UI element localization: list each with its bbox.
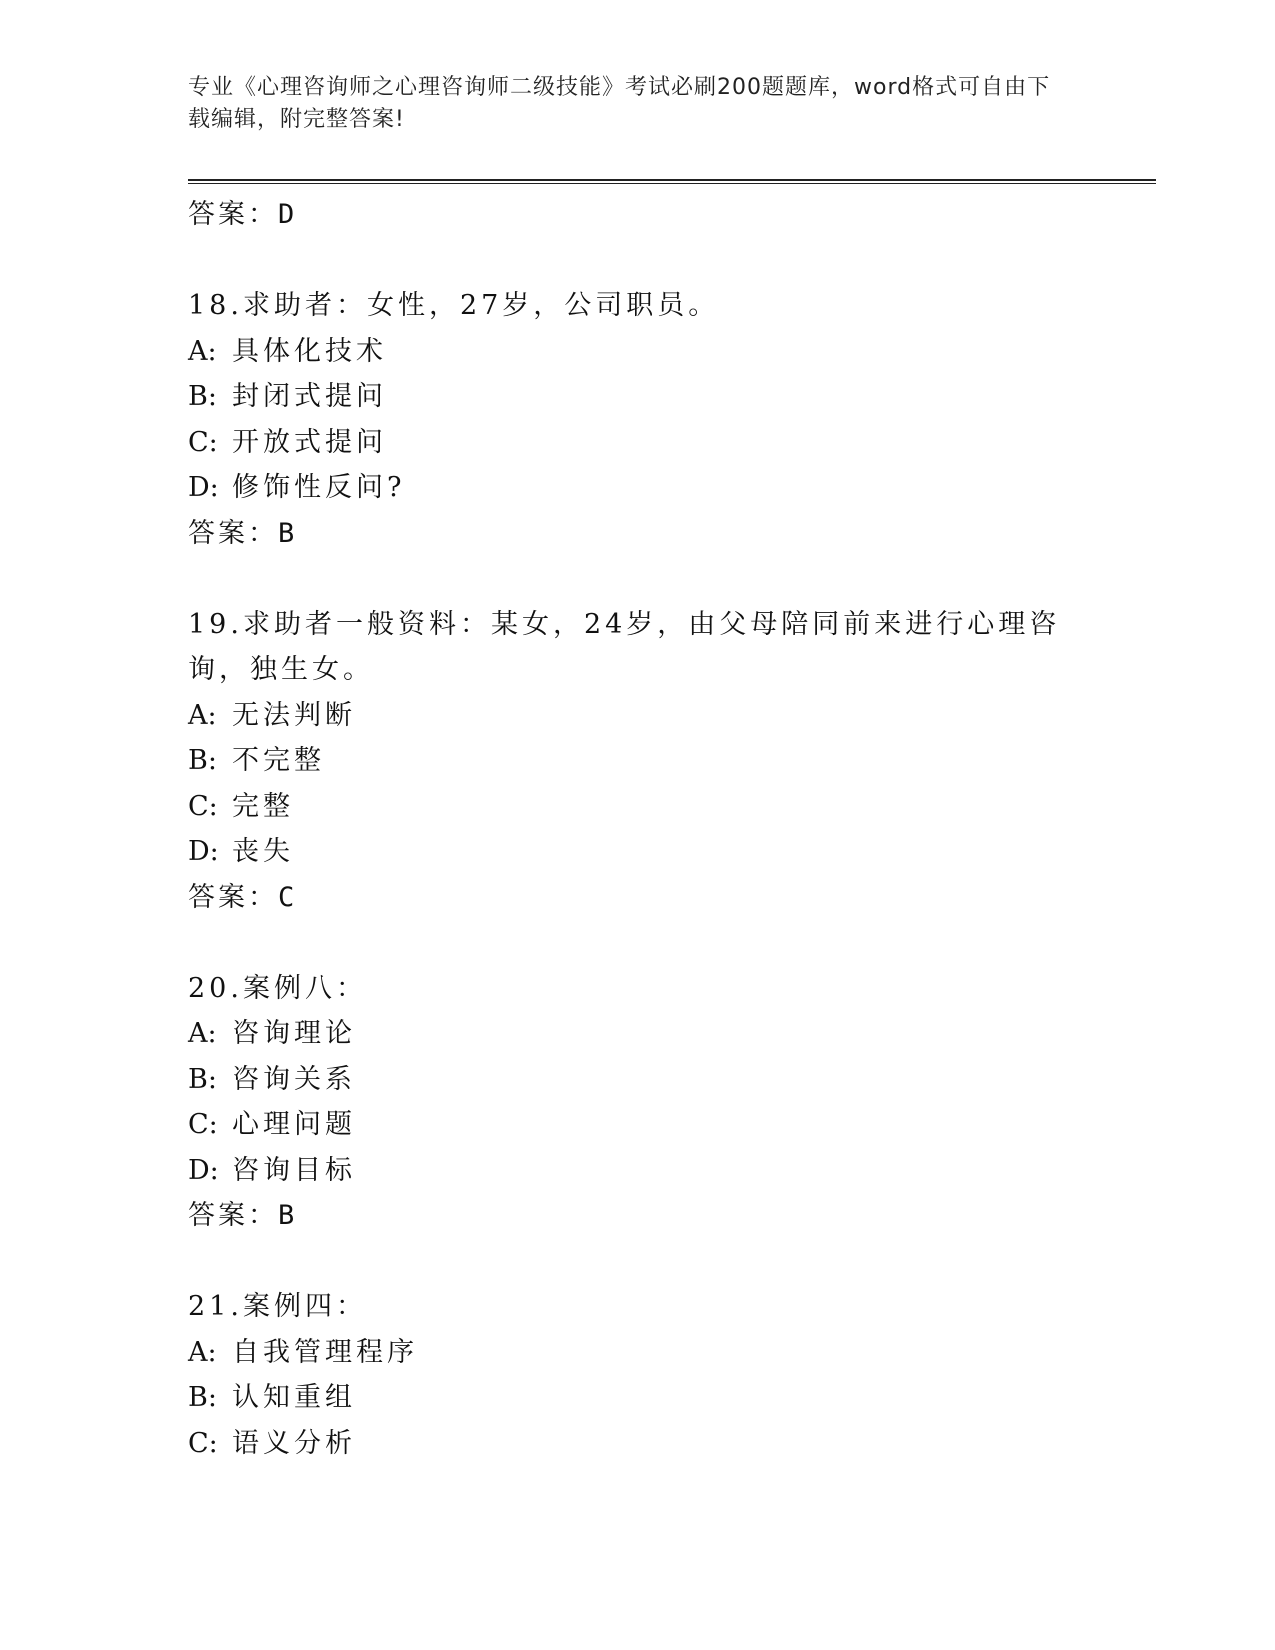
answer-value: D bbox=[278, 199, 296, 230]
option-line bbox=[188, 1421, 1108, 1467]
option-text: 咨询目标 bbox=[232, 1154, 356, 1186]
answer-label: 答案： bbox=[188, 517, 278, 549]
answer-value: C bbox=[278, 881, 296, 913]
answer-value: B bbox=[278, 1200, 296, 1231]
option-key: D: bbox=[188, 836, 219, 867]
question-text bbox=[188, 966, 1108, 1012]
question-stem: 案例八： bbox=[242, 972, 367, 1004]
option-line bbox=[188, 1102, 1108, 1148]
option-key: B: bbox=[188, 1063, 217, 1095]
option-key: C: bbox=[188, 426, 218, 458]
spacer bbox=[188, 1239, 1108, 1285]
option-key: C: bbox=[188, 1427, 218, 1459]
option-text: 具体化技术 bbox=[232, 335, 387, 367]
option-text: 不完整 bbox=[232, 745, 325, 776]
option-text: 自我管理程序 bbox=[232, 1336, 418, 1368]
option-text: 认知重组 bbox=[232, 1382, 356, 1413]
option-line bbox=[188, 374, 1108, 420]
option-text: 心理问题 bbox=[232, 1109, 356, 1140]
option-text: 完整 bbox=[232, 790, 294, 822]
option-key: A: bbox=[188, 699, 217, 731]
option-line bbox=[188, 1148, 1108, 1194]
option-line bbox=[188, 1057, 1108, 1103]
option-text: 开放式提问 bbox=[232, 426, 387, 458]
option-key: A: bbox=[188, 335, 217, 367]
spacer bbox=[188, 238, 1108, 284]
question-number: 21. bbox=[188, 1291, 243, 1322]
header-rule-thin bbox=[188, 183, 1156, 184]
spacer bbox=[188, 920, 1108, 966]
document-header: 专业《心理咨询师之心理咨询师二级技能》考试必刷200题题库，word格式可自由下载编辑，附完整答案! bbox=[188, 75, 1051, 132]
answer-label: 答案： bbox=[188, 199, 278, 230]
option-line bbox=[188, 420, 1108, 466]
question-item bbox=[188, 283, 1108, 556]
option-line bbox=[188, 784, 1108, 830]
question-stem: 求助者一般资料：某女，24岁，由父母陪同前来进行心理咨询，独生女。 bbox=[188, 608, 1061, 685]
option-line bbox=[188, 1330, 1108, 1376]
answer-label: 答案： bbox=[188, 1200, 278, 1231]
option-key: B: bbox=[188, 745, 217, 776]
answer-line bbox=[188, 1193, 1108, 1239]
question-stem: 案例四： bbox=[242, 1291, 367, 1322]
spacer bbox=[188, 556, 1108, 602]
option-key: A: bbox=[188, 1018, 217, 1049]
answer-value: B bbox=[278, 517, 296, 549]
option-key: B: bbox=[188, 1382, 217, 1413]
option-text: 修饰性反问? bbox=[232, 472, 406, 503]
question-item bbox=[188, 602, 1108, 921]
option-key: B: bbox=[188, 381, 217, 412]
question-item bbox=[188, 966, 1108, 1239]
question-text bbox=[188, 1284, 1108, 1330]
option-line bbox=[188, 738, 1108, 784]
question-number: 18. bbox=[188, 290, 243, 321]
question-number: 19. bbox=[188, 608, 243, 640]
option-key: D: bbox=[188, 472, 219, 503]
option-key: A: bbox=[188, 1336, 217, 1368]
answer-line bbox=[188, 511, 1108, 557]
option-text: 封闭式提问 bbox=[232, 381, 387, 412]
header-rule-thick bbox=[188, 179, 1156, 181]
option-text: 丧失 bbox=[232, 836, 294, 867]
option-text: 无法判断 bbox=[232, 699, 356, 731]
answer-line bbox=[188, 875, 1108, 921]
option-text: 咨询关系 bbox=[232, 1063, 356, 1095]
question-item bbox=[188, 1284, 1108, 1466]
option-line bbox=[188, 1011, 1108, 1057]
option-text: 语义分析 bbox=[232, 1427, 356, 1459]
option-line bbox=[188, 329, 1108, 375]
option-line bbox=[188, 829, 1108, 875]
question-text bbox=[188, 283, 1108, 329]
option-text: 咨询理论 bbox=[232, 1018, 356, 1049]
option-line bbox=[188, 693, 1108, 739]
question-text bbox=[188, 602, 1108, 693]
option-line bbox=[188, 465, 1108, 511]
question-list bbox=[188, 192, 1108, 1466]
option-line bbox=[188, 1375, 1108, 1421]
option-key: D: bbox=[188, 1154, 219, 1186]
answer-label: 答案： bbox=[188, 881, 278, 913]
question-stem: 求助者：女性，27岁，公司职员。 bbox=[242, 290, 720, 321]
option-key: C: bbox=[188, 790, 218, 822]
option-key: C: bbox=[188, 1109, 218, 1140]
question-number: 20. bbox=[188, 972, 243, 1004]
answer-line bbox=[188, 192, 1108, 238]
